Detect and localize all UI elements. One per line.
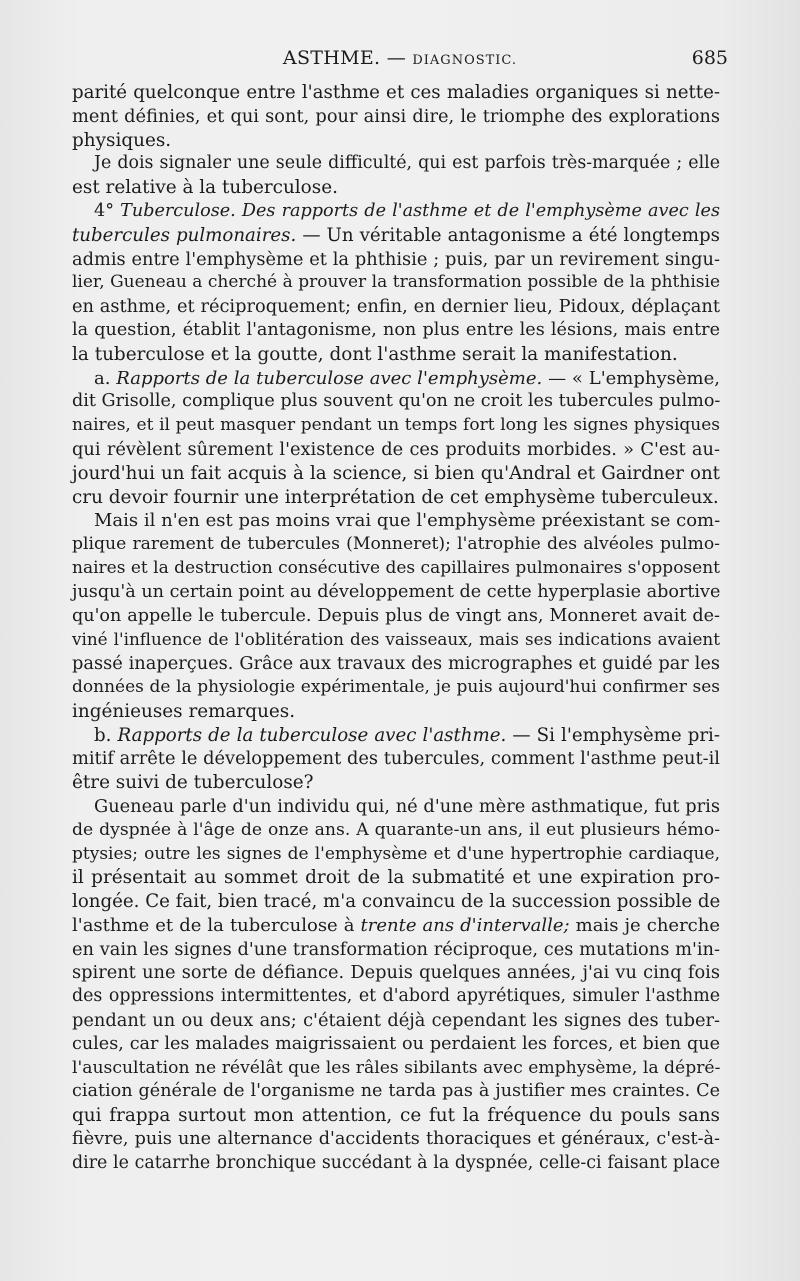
text-span: l'asthme et de la tuberculose à: [72, 914, 361, 936]
italic-text: Rapports de la tuberculose avec l'emphysème.: [116, 367, 543, 389]
text-line: [72, 509, 720, 533]
text-span: plique rarement de tubercules (Monneret); l'atrophie des alvéoles pulmo-: [72, 534, 720, 555]
text-line: [72, 271, 720, 295]
body-text: [72, 81, 720, 1176]
text-line: [72, 81, 720, 105]
text-line: [72, 843, 720, 867]
text-span: l'auscultation ne révélât que les râles sibilants avec emphysème, la dépré-: [72, 1057, 721, 1078]
text-span: Mais il n'en est pas moins vrai que l'emphysème préexistant se com-: [94, 510, 721, 532]
text-line: [72, 105, 720, 129]
text-span: ptysies; outre les signes de l'emphysème et d'une hypertrophie cardiaque,: [72, 843, 720, 864]
italic-text: Tuberculose. Des rapports de l'asthme et de l'emphysème avec les: [120, 200, 720, 221]
text-span: pendant un ou deux ans; c'étaient déjà cependant les signes des tuber-: [72, 1010, 720, 1032]
text-span: en asthme, et réciproquement; enfin, en dernier lieu, Pidoux, déplaçant: [72, 296, 720, 318]
text-span: des oppressions intermittentes, et d'abord apyrétiques, simuler l'asthme: [72, 986, 720, 1007]
text-span: Je dois signaler une seule difficulté, qui est parfois très-marquée ; elle: [94, 153, 720, 174]
text-line: [72, 747, 720, 771]
italic-text: tubercules pulmonaires.: [72, 224, 297, 246]
text-span: qui frappa surtout mon attention, ce fut la fréquence du pouls sans: [72, 1105, 720, 1127]
text-line: [72, 533, 720, 557]
text-line: [72, 1104, 720, 1128]
text-span: admis entre l'emphysème et la phthisie ; puis, par un revirement singu-: [72, 248, 720, 270]
text-span: cru devoir fournir une interprétation de cet emphysème tuberculeux.: [72, 486, 719, 508]
text-span: naires, et il peut masquer pendant un temps fort long les signes physiques: [72, 415, 720, 436]
text-span: est relative à la tuberculose.: [72, 177, 338, 199]
text-span: — « L'emphysème,: [542, 367, 720, 389]
text-line: [72, 795, 720, 819]
text-line: [72, 390, 720, 414]
text-span: jourd'hui un fait acquis à la science, si bien qu'Andral et Gairdner ont: [72, 462, 720, 484]
text-line: [72, 676, 720, 700]
text-line: [72, 1057, 720, 1081]
text-line: [72, 248, 720, 272]
text-span: données de la physiologie expérimentale, je puis aujourd'hui confirmer ses: [72, 676, 720, 697]
text-span: en vain les signes d'une transformation réciproque, ces mutations m'in-: [72, 938, 720, 960]
text-line: [72, 414, 720, 438]
text-span: de dyspnée à l'âge de onze ans. A quarante-un ans, il eut plusieurs hémo-: [72, 819, 720, 840]
text-line: [72, 486, 720, 510]
text-span: il présentait au sommet droit de la submatité et une expiration pro-: [72, 867, 720, 889]
text-line: [72, 652, 720, 676]
text-span: dit Grisolle, complique plus souvent qu'on ne croit les tubercules pulmo-: [72, 391, 721, 412]
text-span: physiques.: [72, 129, 172, 151]
text-span: ciation générale de l'organisme ne tarda pas à justifier mes craintes. Ce: [72, 1081, 720, 1102]
text-span: ingénieuses remarques.: [72, 700, 296, 722]
text-line: [72, 581, 720, 605]
text-line: [72, 367, 720, 391]
text-span: qu'on appelle le tubercule. Depuis plus de vingt ans, Monneret avait de-: [72, 605, 720, 626]
text-span: b.: [94, 724, 118, 746]
text-span: qui révèlent sûrement l'existence de ces produits morbides. » C'est au-: [72, 438, 720, 460]
text-span: — Un véritable antagonisme a été longtemps: [296, 224, 720, 246]
text-line: [72, 152, 720, 176]
text-span: ment définies, et qui sont, pour ainsi dire, le triomphe des explorations: [72, 105, 720, 127]
text-line: [72, 1033, 720, 1057]
text-span: 4°: [94, 200, 121, 221]
text-span: lier, Gueneau a cherché à prouver la transformation possible de la phthisie: [72, 272, 720, 293]
text-span: parité quelconque entre l'asthme et ces maladies organiques si nette-: [72, 82, 720, 103]
text-span: passé inaperçues. Grâce aux travaux des micrographes et guidé par les: [72, 653, 720, 675]
text-line: [72, 724, 720, 748]
text-span: mitif arrête le développement des tubercules, comment l'asthme peut-il: [72, 748, 720, 770]
text-line: [72, 176, 720, 200]
text-line: [72, 200, 720, 224]
text-line: [72, 319, 720, 343]
text-line: [72, 605, 720, 629]
text-line: [72, 890, 720, 914]
text-span: — Si l'emphysème pri-: [506, 724, 720, 746]
text-line: [72, 343, 720, 367]
text-line: [72, 866, 720, 890]
italic-text: Rapports de la tuberculose avec l'asthme.: [117, 724, 507, 746]
text-span: viné l'influence de l'oblitération des vaisseaux, mais ses indications avaient: [72, 629, 720, 650]
text-span: la tuberculose et la goutte, dont l'asthme serait la manifestation.: [72, 343, 678, 365]
text-span: naires et la destruction consécutive des capillaires pulmonaires s'opposent: [72, 557, 720, 578]
text-line: [72, 771, 720, 795]
running-title: [0, 47, 800, 69]
text-line: [72, 819, 720, 843]
text-span: longée. Ce fait, bien tracé, m'a convaincu de la succession possible de: [72, 891, 721, 913]
text-line: [72, 961, 720, 985]
text-line: [72, 438, 720, 462]
text-line: [72, 700, 720, 724]
text-line: [72, 462, 720, 486]
text-line: [72, 129, 720, 153]
text-line: [72, 628, 720, 652]
text-span: Gueneau parle d'un individu qui, né d'une mère asthmatique, fut pris: [94, 795, 720, 817]
text-span: la question, établit l'antagonisme, non plus entre les lésions, mais entre: [72, 319, 720, 340]
text-span: a.: [94, 367, 117, 389]
text-span: jusqu'à un certain point au développement de cette hyperplasie abortive: [72, 581, 721, 602]
text-line: [72, 295, 720, 319]
text-line: [72, 1009, 720, 1033]
text-line: [72, 1152, 720, 1176]
text-span: fièvre, puis une alternance d'accidents thoraciques et généraux, c'est-à-: [72, 1129, 720, 1150]
text-line: [72, 914, 720, 938]
text-span: cules, car les malades maigrissaient ou perdaient les forces, et bien que: [72, 1033, 720, 1054]
text-span: être suivi de tuberculose?: [72, 772, 314, 794]
page-number: 685: [691, 47, 728, 69]
text-line: [72, 985, 720, 1009]
running-title-section: DIAGNOSTIC.: [412, 53, 518, 68]
text-line: [72, 938, 720, 962]
italic-text: trente ans d'intervalle;: [360, 914, 570, 936]
text-line: [72, 557, 720, 581]
text-line: [72, 1080, 720, 1104]
text-span: dire le catarrhe bronchique succédant à la dyspnée, celle-ci faisant place: [72, 1152, 720, 1173]
running-header: [0, 47, 800, 73]
text-line: [72, 224, 720, 248]
text-span: spirent une sorte de défiance. Depuis quelques années, j'ai vu cinq fois: [72, 962, 720, 984]
running-title-main: ASTHME. —: [282, 47, 413, 69]
text-line: [72, 1128, 720, 1152]
text-span: mais je cherche: [569, 914, 721, 936]
